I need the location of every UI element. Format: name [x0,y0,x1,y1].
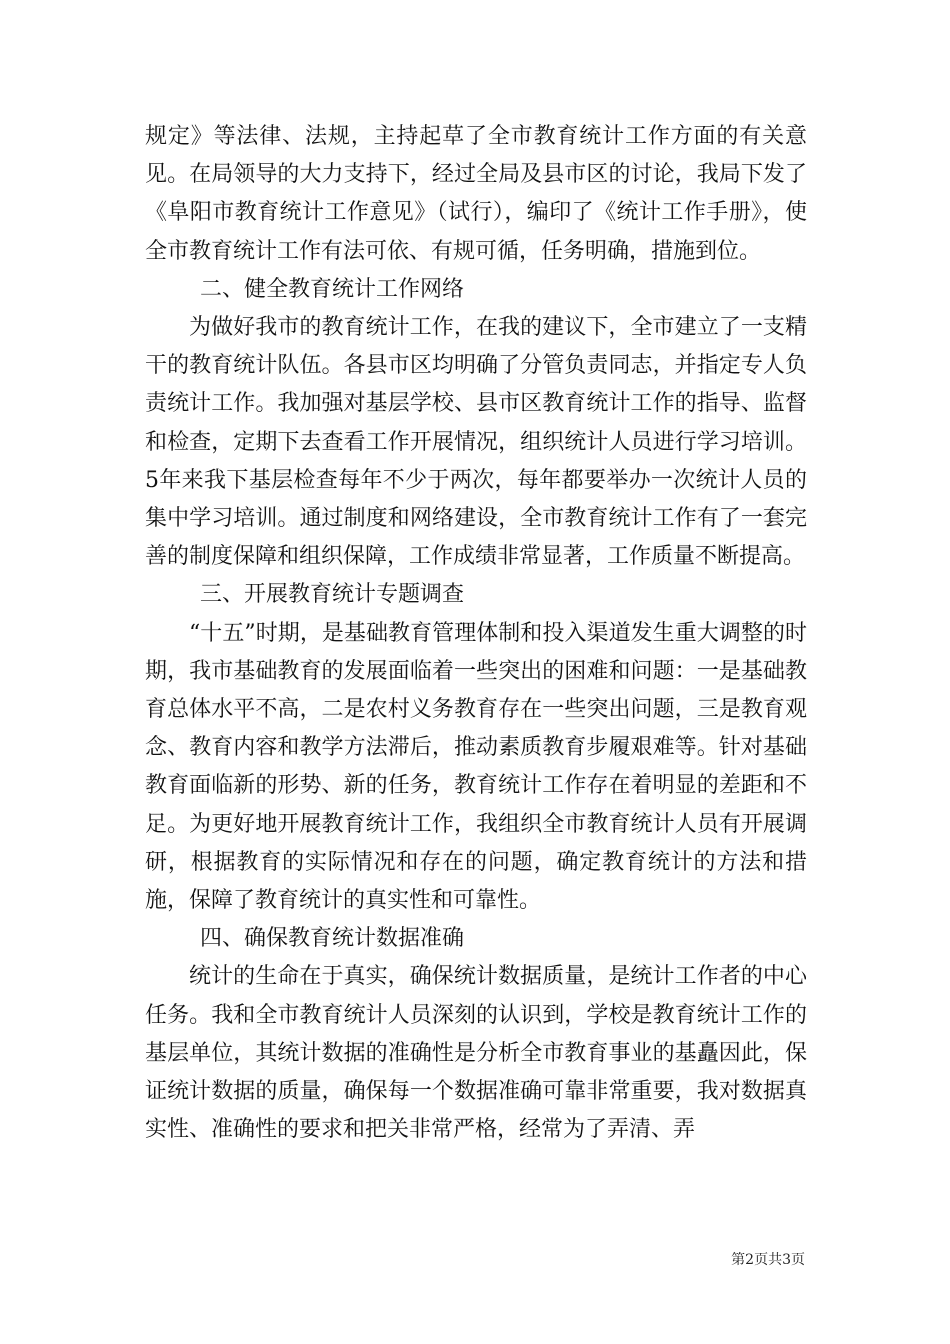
page-number-footer: 第2页共3页 [731,1252,805,1268]
paragraph-intro: 规定》等法律、法规，主持起草了全市教育统计工作方面的有关意见。在局领导的大力支持下，经过全局及县市区的讨论，我局下发了《阜阳市教育统计工作意见》（试行），编印了《统计工作手册》，使全市教育统计工作有法可依、有规可循，任务明确，措施到位。 [145,124,807,264]
document-body [145,118,807,1149]
paragraph-network: 为做好我市的教育统计工作，在我的建议下，全市建立了一支精干的教育统计队伍。各县市区均明确了分管负责同志，并指定专人负责统计工作。我加强对基层学校、县市区教育统计工作的指导、监督和检查，定期下去查看工作开展情况，组织统计人员进行学习培训。5年来我下基层检查每年不少于两次，每年都要举办一次统计人员的集中学习培训。通过制度和网络建设，全市教育统计工作有了一套完善的制度保障和组织保障，工作成绩非常显著，工作质量不断提高。 [145,315,807,570]
section-heading-2: 二、健全教育统计工作网络 [200,276,465,302]
section-heading-3: 三、开展教育统计专题调查 [200,582,465,608]
paragraph-survey: “十五”时期，是基础教育管理体制和投入渠道发生重大调整的时期，我市基础教育的发展面临着一些突出的困难和问题：一是基础教育总体水平不高，二是农村义务教育存在一些突出问题，三是教育观念、教育内容和教学方法滞后，推动素质教育步履艰难等。针对基础教育面临新的形势、新的任务，教育统计工作存在着明显的差距和不足。为更好地开展教育统计工作，我组织全市教育统计人员有开展调研，根据教育的实际情况和存在的问题，确定教育统计的方法和措施，保障了教育统计的真实性和可靠性。 [145,620,807,914]
paragraph-accuracy: 统计的生命在于真实，确保统计数据质量，是统计工作者的中心任务。我和全市教育统计人员深刻的认识到，学校是教育统计工作的基层单位，其统计数据的准确性是分析全市教育事业的基矗因此，保证统计数据的质量，确保每一个数据准确可靠非常重要，我对数据真实性、准确性的要求和把关非常严格，经常为了弄清、弄 [145,964,807,1143]
section-heading-4: 四、确保教育统计数据准确 [200,926,465,952]
